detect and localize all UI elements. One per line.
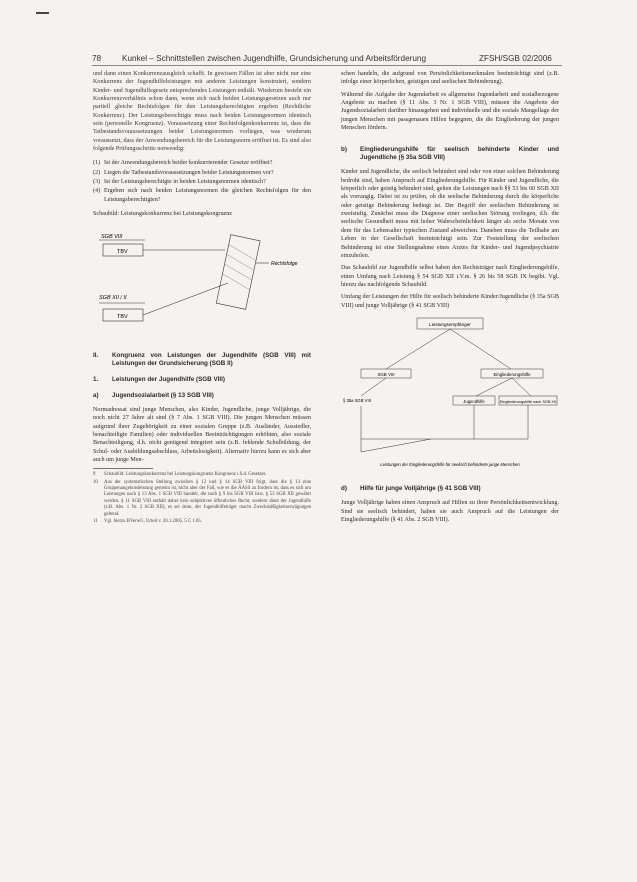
diagram-right-label: Rechtsfolge: [271, 260, 298, 267]
tree-root-label: Leistungsempfänger: [429, 321, 471, 327]
tree-mid-left-label: SGB VIII: [377, 371, 395, 377]
body-paragraph: Kinder und Jugendliche, die seelisch behindert sind oder von einer solchen Behinderung bedroht sind, haben Anspruch auf Eingliederungshilfe. Für Kinder und Jugendliche, die körperlich oder geistig behindert sind, gelten die Leistungen nach §§ 53 bis 60 SGB XII als vorrangig. Dabei ist zu prüfen, ob die seelische Behinderung durch die körperliche oder geistige Behinderung bedingt ist. Der Begriff der seelischen Behinderung ist zweistufig. Zunächst muss die Diagnose einer seelischen Störung vorliegen, d.h. die seelische Gesundheit muss mit hoher Wahrscheinlichkeit länger als sechs Monate von dem für das Lebensalter typischen Zustand abweichen. Daneben muss die Teilhabe am Leben in der Gesellschaft beeinträchtigt sein. Zur Feststellung der seelischen Behinderung ist eine Stellungnahme eines Arztes für Kinder- und Jugendpsychiatrie einzuholen.: [341, 169, 559, 259]
tree-edge: [361, 439, 431, 452]
left-column: [93, 70, 311, 527]
body-paragraph: Junge Volljährige haben einen Anspruch auf Hilfen zu ihrer Persönlichkeitsentwicklung. Sind sie seelisch behindert, haben sie auch Anspruch auf die Leistungen der Eingliederungshilfe (§ 41 Abs. 2 SGB VIII).: [341, 500, 559, 523]
right-column: [341, 70, 559, 528]
diagram-bottom-box-label: TBV: [117, 313, 128, 320]
schema-caption: Schaubild: Leistungskonkurrenz bei Leistungskongruenz: [93, 211, 232, 218]
eingliederung-tree-diagram: [341, 314, 559, 474]
header-rule: [92, 65, 562, 66]
section-heading-d: d) Hilfe für junge Volljährige (§ 41 SGB VIII): [341, 485, 481, 493]
tree-edge: [450, 329, 511, 369]
tree-leaf-mid: Jugendhilfe: [463, 398, 485, 404]
section-heading-b: b) Eingliederungshilfe für seelisch behinderte Kinder und Jugendliche (§ 35a SGB VIII): [341, 146, 559, 162]
section-heading-a: a) Jugendsozialarbeit (§ 13 SGB VIII): [93, 391, 214, 399]
body-paragraph: Umfang der Leistungen der Hilfe für seelisch behinderte Kinder/Jugendliche (§ 35a SGB VIII) und junge Volljährige (§ 41 SGB VIII): [341, 294, 559, 309]
tree-edge: [361, 378, 386, 396]
footnote: 9 Schaubild: Leistungskonkurrenz bei Leistungskongruenz Kongruenz i.S.d. Gesetzes.: [93, 472, 267, 478]
footnotes: [93, 472, 311, 525]
diagram-top-box-label: TBV: [117, 248, 128, 255]
footnote-rule: [93, 468, 153, 469]
section-heading-ii: II. Kongruenz von Leistungen der Jugendhilfe (SGB VIII) mit Leistungen der Grundsicherung (SGB II): [93, 351, 311, 367]
tree-leaf-right: Eingliederungshilfe nach SGB XII: [499, 399, 557, 404]
footnote: 10 Aus der systematischen Stellung zwischen § 12 und § 14 SGB VIII folgt, dass die § 13 eine Gruppenangebotsleistung gemeint ist, nicht aber der Fall, wie es die ÄÄSS zu fordern ist, dass es sich um Leistungen nach § 13 Abs. 1 SGB VIII handelt, die nach § 9 bis SGB VIII bzw. § 53 SGB XII gewährt werden. § 11 SGB VIII enthält daher kein subjektives öffentliches Recht, sondern dient der Jugendhilfe (z.B. Abs. 1 Nr. 2 SGB XII), es sei denn, der Jugendhilfeträger macht Zweckmäßigkeitserwägungen geltend.: [93, 479, 311, 517]
section-heading-1: 1. Leistungen der Jugendhilfe (SGB VIII): [93, 375, 226, 383]
footnote: 11 Vgl. hierzu BVerwG, Urteil v. 20.1.2005, 5 C 1.05.: [93, 519, 203, 525]
diagram-top-label: SGB VIII: [101, 233, 123, 240]
body-paragraph: Normadressat sind junge Menschen, also Kinder, Jugendliche, junge Volljährige, die noch nicht 27 Jahre alt sind (§ 7 Abs. 1 SGB VIII). Die jungen Menschen müssen aufgrund ihrer Zugehörigkeit zu einer sozialen Gruppe (z.B. Ausländer, Aussiedler, benachteiligte Familien) oder individuellen Beeinträchtigungen erhöhten, also soziale Benachteiligung, d.h. nicht genügend integriert sein (z.B. fehlende Schulbildung, der Schul- oder Ausbildungsabschluss, Arbeitslosigkeit). Alternativ hierzu kann es sich aber auch um junge Men-: [93, 406, 311, 463]
list-item: (4) Ergeben sich nach beiden Leistungsnormen die gleichen Rechtsfolgen für den Leistungsberechtigten?: [93, 188, 311, 203]
tree-edge: [512, 378, 531, 396]
steps-list: [93, 159, 311, 204]
tree-mid-right-label: Eingliederungshilfe: [493, 371, 531, 377]
running-title: Kunkel – Schnittstellen zwischen Jugendhilfe, Grundsicherung und Arbeitsförderung: [122, 54, 427, 63]
tree-caption: Leistungen der Eingliederungshilfe für seelisch behinderte junge Menschen: [380, 461, 520, 467]
journal-reference: ZFSH/SGB 02/2006: [479, 54, 552, 63]
tree-edge: [386, 329, 450, 369]
diagram-overlap-box: [216, 234, 260, 309]
diagram-connector: [143, 283, 228, 315]
list-item: (1) Ist der Anwendungsbereich beider konkurrierender Gesetze eröffnet?: [93, 160, 273, 167]
body-paragraph: Während die Aufgabe der Jugendarbeit es allgemeine Jugendarbeit und sozialbezogene Angebote zu machen (§ 11 Abs. 3 Nr. 1 SGB VIII), müssen die Angebote der Jugendsozialarbeit darüber hinausgehen und individuelle und die soziale Mangellage der jungen Menschen mit passgenauen Hilfen begegnen, die die Eingliederung der jungen Menschen fördern.: [341, 91, 559, 132]
diagram-bottom-label: SGB XII / II: [99, 294, 127, 301]
tree-edge: [476, 378, 512, 396]
tree-leaf-left: § 35a SGB VIII: [343, 397, 371, 403]
body-paragraph: Das Schaubild zur Jugendhilfe selbst haben den Rechtsträger nach Eingliederungshilfe, einen Umfang nach Leistung § 54 SGB XII i.V.m. § 26 bis 58 SGB IX begibt. Vgl. hierzu das nachfolgende Schaubild.: [341, 265, 559, 288]
konkurrenz-diagram: [93, 223, 311, 341]
body-paragraph: schen handeln, die aufgrund von Persönlichkeitsmerkmalen beeinträchtigt sind (z.B. infolge einer körperlichen, geistigen und seelischen Behinderung).: [341, 71, 559, 86]
page-number: 78: [92, 54, 102, 63]
scan-mark: [36, 12, 49, 14]
list-item: (3) Ist der Leistungsberechtigte in beiden Leistungsnormen identisch?: [93, 179, 266, 186]
list-item: (2) Liegen die Tatbestandsvoraussetzungen beider Leistungsnormen vor?: [93, 169, 274, 176]
intro-paragraph: und dann einen Konkurrenzausgleich schafft. In gewissen Fällen ist aber nicht nur eine Konkurrenz der Jugendhilfeleistungen mit anderen Leistungen konstruiert, sondern Kinder- und Jugendhilfegesetz entsprechendes Leistungen enthält. Wiederum besteht ein Konkurrenzverhältnis schon dann, wenn sich nach beiden Leistungsgesetzen auch nur partiell gleiche Rechtsfolgen für den Leistungsberechtigten ergeben (Rechtliche Konkurrenz). Der Leistungsberechtigte muss nach beiden Leistungsnormen identisch sein (personelle Kongruenz). Voraussetzung einer Rechtsfolgenkonkurrenz ist, dass die Tatbestandsvoraussetzungen beider Leistungsnormen vorliegen, was wiederum voraussetzt, dass der Anwendungsbereich für die Leistungsnorm eröffnet ist. Es sind also folgende Prüfungsschritte notwendig:: [93, 71, 311, 153]
